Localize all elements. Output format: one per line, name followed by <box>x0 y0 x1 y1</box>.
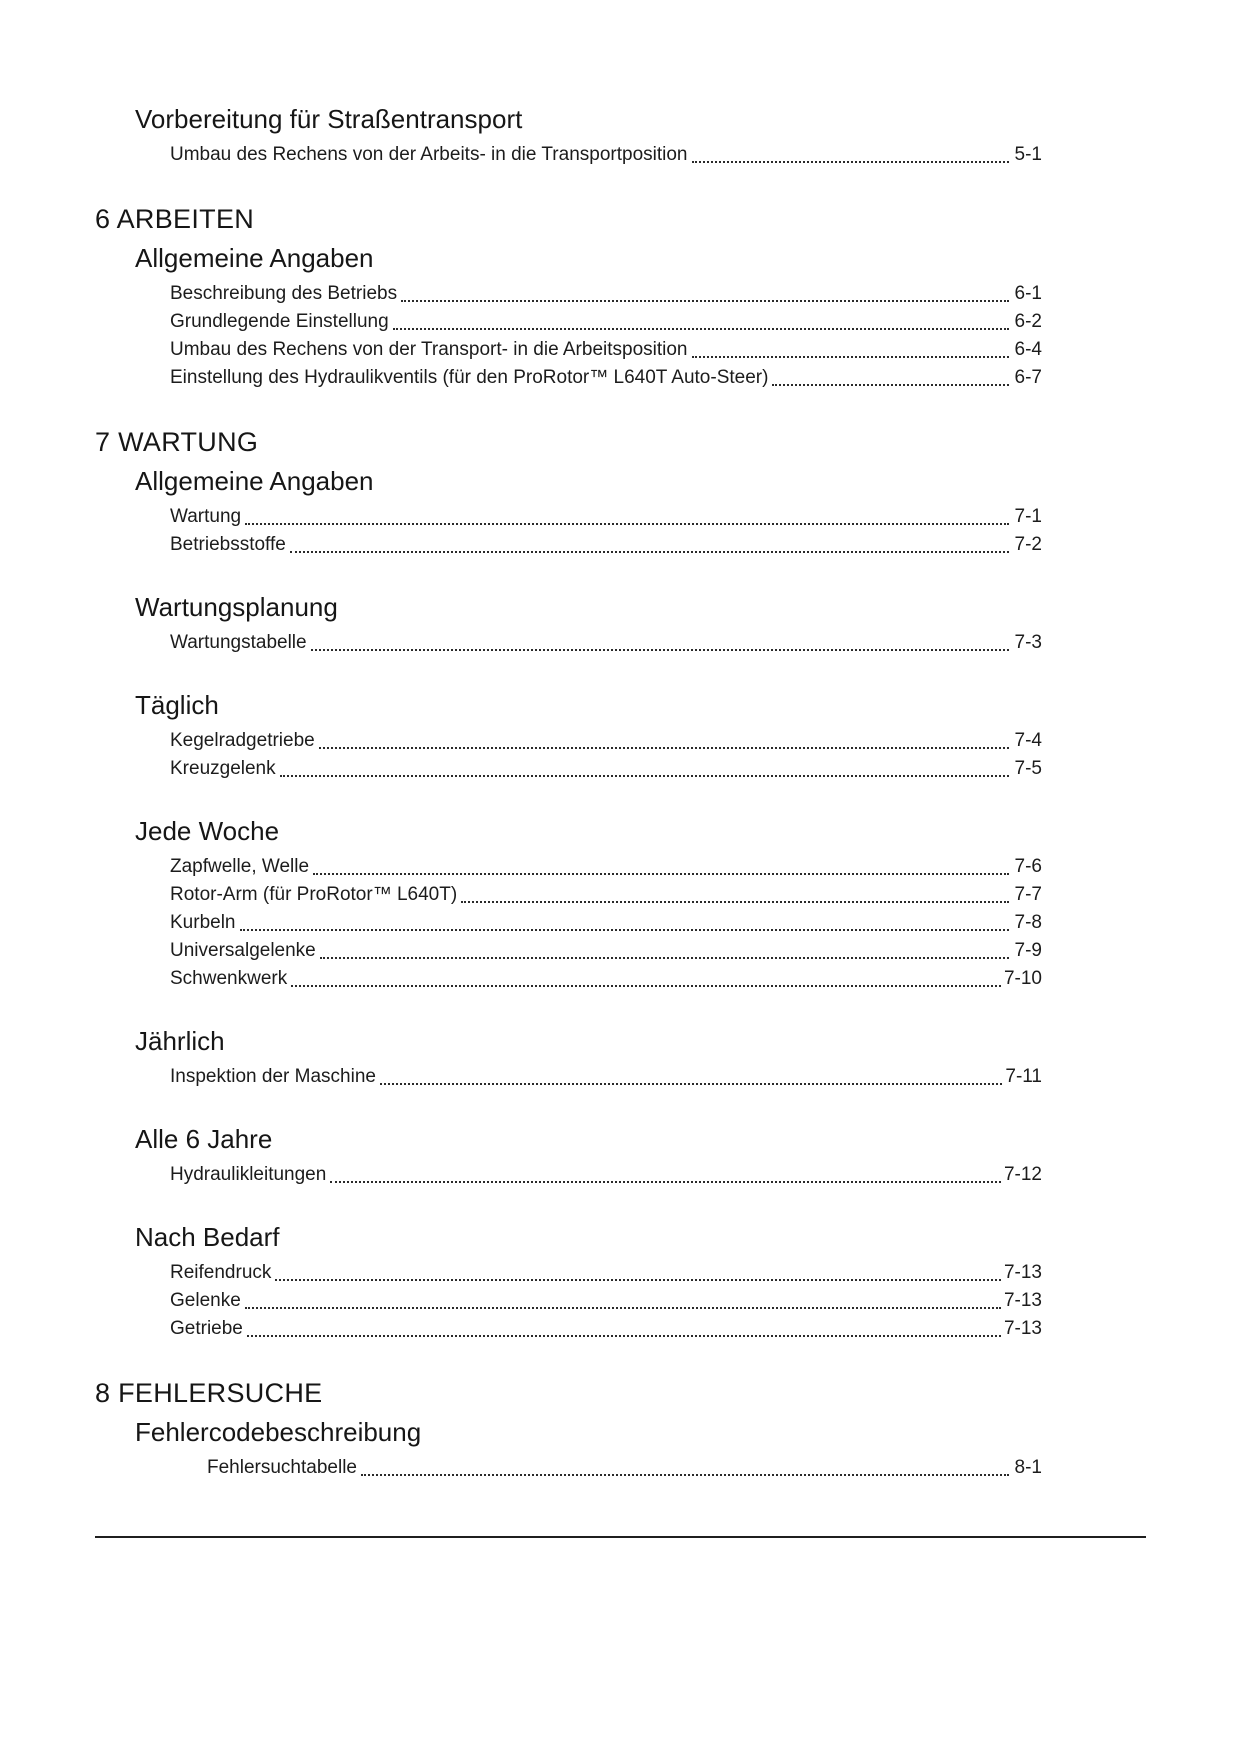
section-heading: Allgemeine Angaben <box>135 466 374 496</box>
section-heading: Fehlercodebeschreibung <box>135 1417 422 1447</box>
dot-leader <box>692 161 1010 163</box>
dot-leader <box>380 1083 1002 1085</box>
footer-rule <box>95 1536 1146 1538</box>
toc-entry-label: Rotor-Arm (für ProRotor™ L640T) <box>170 884 458 905</box>
toc-entry <box>170 1259 1042 1287</box>
toc-entry-page: 6-4 <box>1014 339 1042 360</box>
toc-entry-page: 6-2 <box>1014 311 1042 332</box>
toc-entry-page: 6-7 <box>1014 367 1042 388</box>
dot-leader <box>291 985 1001 987</box>
toc-entry-label: Gelenke <box>170 1290 241 1311</box>
toc-entry-label: Kegelradgetriebe <box>170 730 315 751</box>
toc-entry <box>170 141 1042 169</box>
toc-entry-label: Wartungstabelle <box>170 632 307 653</box>
toc-entry <box>170 853 1042 881</box>
toc-entry-label: Umbau des Rechens von der Transport- in die Arbeitsposition <box>170 339 688 360</box>
toc-entry-page: 7-12 <box>1003 1164 1042 1185</box>
toc-entry <box>207 1454 1042 1482</box>
toc-entry <box>170 881 1042 909</box>
toc-entry-label: Grundlegende Einstellung <box>170 311 389 332</box>
toc-entry-label: Zapfwelle, Welle <box>170 856 310 877</box>
dot-leader <box>320 957 1009 959</box>
toc-entry-label: Wartung <box>170 506 242 527</box>
section-heading: Allgemeine Angaben <box>135 243 374 273</box>
section-heading: Jede Woche <box>135 816 280 846</box>
dot-leader <box>247 1335 1001 1337</box>
dot-leader <box>280 775 1009 777</box>
section-heading: Vorbereitung für Straßentransport <box>135 104 523 134</box>
dot-leader <box>313 873 1009 875</box>
toc-entry-label: Kreuzgelenk <box>170 758 276 779</box>
dot-leader <box>393 328 1009 330</box>
toc-entry-label: Universalgelenke <box>170 940 316 961</box>
toc-entry-label: Fehlersuchtabelle <box>207 1457 357 1478</box>
toc-entry-page: 5-1 <box>1014 144 1042 165</box>
dot-leader <box>772 384 1009 386</box>
toc-entry <box>170 336 1042 364</box>
toc-entry-page: 7-10 <box>1003 968 1042 989</box>
toc-entry <box>170 308 1042 336</box>
toc-entry <box>170 364 1042 392</box>
dot-leader <box>401 300 1009 302</box>
toc-entry-page: 7-6 <box>1014 856 1042 877</box>
toc-entry-label: Kurbeln <box>170 912 236 933</box>
toc-entry-label: Beschreibung des Betriebs <box>170 283 398 304</box>
toc-entry-label: Hydraulikleitungen <box>170 1164 327 1185</box>
toc-entry-page: 7-9 <box>1014 940 1042 961</box>
chapter-heading: 8 FEHLERSUCHE <box>95 1378 323 1408</box>
dot-leader <box>311 649 1009 651</box>
toc-entry-label: Schwenkwerk <box>170 968 288 989</box>
toc-entry <box>170 1287 1042 1315</box>
section-heading: Nach Bedarf <box>135 1222 280 1252</box>
toc-entry-page: 7-2 <box>1014 534 1042 555</box>
toc-entry <box>170 1161 1042 1189</box>
dot-leader <box>330 1181 1001 1183</box>
toc-entry <box>170 937 1042 965</box>
dot-leader <box>240 929 1010 931</box>
toc-entry-page: 7-5 <box>1014 758 1042 779</box>
section-heading: Täglich <box>135 690 219 720</box>
toc-entry-page: 7-13 <box>1003 1262 1042 1283</box>
dot-leader <box>275 1279 1001 1281</box>
toc-entry-page: 7-11 <box>1005 1066 1042 1087</box>
toc-entry-page: 7-7 <box>1014 884 1042 905</box>
toc-entry <box>170 531 1042 559</box>
dot-leader <box>361 1474 1009 1476</box>
toc-entry-page: 7-13 <box>1003 1318 1042 1339</box>
toc-entry-page: 7-4 <box>1014 730 1042 751</box>
toc-entry <box>170 965 1042 993</box>
toc-entry-page: 7-13 <box>1003 1290 1042 1311</box>
toc-entry-label: Inspektion der Maschine <box>170 1066 376 1087</box>
toc-entry-label: Einstellung des Hydraulikventils (für den ProRotor™ L640T Auto-Steer) <box>170 367 769 388</box>
chapter-heading: 7 WARTUNG <box>95 427 259 457</box>
dot-leader <box>692 356 1010 358</box>
dot-leader <box>461 901 1009 903</box>
toc-entry <box>170 1063 1042 1091</box>
toc-entry-label: Getriebe <box>170 1318 243 1339</box>
dot-leader <box>319 747 1009 749</box>
toc-entry <box>170 755 1042 783</box>
section-heading: Alle 6 Jahre <box>135 1124 273 1154</box>
dot-leader <box>290 551 1009 553</box>
toc-entry <box>170 503 1042 531</box>
toc-entry-page: 7-3 <box>1014 632 1042 653</box>
toc-entry-label: Reifendruck <box>170 1262 272 1283</box>
toc-entry-page: 8-1 <box>1014 1457 1042 1478</box>
toc-entry-page: 6-1 <box>1014 283 1042 304</box>
dot-leader <box>245 1307 1001 1309</box>
dot-leader <box>245 523 1009 525</box>
toc-entry-label: Umbau des Rechens von der Arbeits- in die Transportposition <box>170 144 688 165</box>
section-heading: Jährlich <box>135 1026 225 1056</box>
section-heading: Wartungsplanung <box>135 592 338 622</box>
toc-entry <box>170 909 1042 937</box>
toc-entry <box>170 280 1042 308</box>
toc-entry <box>170 1315 1042 1343</box>
toc-entry-label: Betriebsstoffe <box>170 534 286 555</box>
chapter-heading: 6 ARBEITEN <box>95 204 255 234</box>
toc-entry <box>170 727 1042 755</box>
toc-entry-page: 7-8 <box>1014 912 1042 933</box>
toc-entry <box>170 629 1042 657</box>
toc-entry-page: 7-1 <box>1014 506 1042 527</box>
